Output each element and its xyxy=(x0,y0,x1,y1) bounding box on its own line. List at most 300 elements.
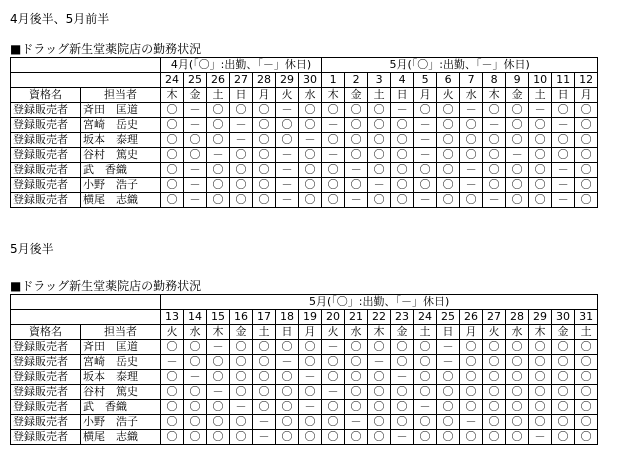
attendance-cell: － xyxy=(322,118,345,133)
attendance-cell: 〇 xyxy=(460,193,483,208)
attendance-cell: 〇 xyxy=(184,355,207,370)
date-cell: 31 xyxy=(575,310,598,325)
attendance-cell: － xyxy=(552,193,575,208)
attendance-cell: 〇 xyxy=(161,193,184,208)
attendance-cell: 〇 xyxy=(414,415,437,430)
attendance-cell: 〇 xyxy=(253,178,276,193)
attendance-cell: 〇 xyxy=(368,430,391,445)
attendance-cell: － xyxy=(437,340,460,355)
attendance-cell: 〇 xyxy=(161,430,184,445)
attendance-cell: 〇 xyxy=(230,430,253,445)
attendance-cell: 〇 xyxy=(506,163,529,178)
attendance-cell: － xyxy=(506,148,529,163)
attendance-cell: 〇 xyxy=(322,430,345,445)
attendance-cell: 〇 xyxy=(529,193,552,208)
attendance-cell: － xyxy=(322,340,345,355)
weekday-cell: 日 xyxy=(276,325,299,340)
attendance-cell: 〇 xyxy=(230,355,253,370)
attendance-cell: 〇 xyxy=(230,163,253,178)
attendance-cell: 〇 xyxy=(207,103,230,118)
weekday-cell: 日 xyxy=(552,88,575,103)
qualification-cell: 登録販売者 xyxy=(11,178,81,193)
weekday-cell: 金 xyxy=(391,325,414,340)
attendance-cell: 〇 xyxy=(552,430,575,445)
attendance-cell: 〇 xyxy=(253,385,276,400)
attendance-cell: － xyxy=(230,400,253,415)
date-cell: 6 xyxy=(437,73,460,88)
attendance-cell: 〇 xyxy=(276,385,299,400)
attendance-cell: 〇 xyxy=(391,355,414,370)
attendance-cell: 〇 xyxy=(161,385,184,400)
weekday-cell: 木 xyxy=(483,88,506,103)
attendance-cell: 〇 xyxy=(345,430,368,445)
weekday-row xyxy=(11,88,598,103)
attendance-cell: 〇 xyxy=(575,103,598,118)
attendance-cell: 〇 xyxy=(322,355,345,370)
date-cell: 23 xyxy=(391,310,414,325)
month-group-label: 5月(「〇」:出勤、「－」休日) xyxy=(322,58,598,73)
attendance-cell: 〇 xyxy=(529,178,552,193)
attendance-cell: 〇 xyxy=(345,400,368,415)
attendance-cell: 〇 xyxy=(230,148,253,163)
date-cell: 22 xyxy=(368,310,391,325)
attendance-cell: － xyxy=(414,193,437,208)
attendance-cell: － xyxy=(253,415,276,430)
attendance-cell: 〇 xyxy=(230,178,253,193)
attendance-cell: 〇 xyxy=(207,178,230,193)
weekday-cell: 日 xyxy=(391,88,414,103)
attendance-cell: 〇 xyxy=(322,163,345,178)
staff-row xyxy=(11,103,598,118)
attendance-cell: 〇 xyxy=(575,400,598,415)
attendance-cell: 〇 xyxy=(437,178,460,193)
attendance-cell: － xyxy=(184,163,207,178)
staff-name-cell: 斉田 匡道 xyxy=(81,340,161,355)
attendance-cell: 〇 xyxy=(414,385,437,400)
attendance-cell: 〇 xyxy=(483,340,506,355)
weekday-cell: 火 xyxy=(437,88,460,103)
attendance-cell: － xyxy=(299,400,322,415)
attendance-cell: 〇 xyxy=(368,133,391,148)
attendance-cell: － xyxy=(276,148,299,163)
attendance-cell: 〇 xyxy=(506,430,529,445)
attendance-cell: － xyxy=(460,178,483,193)
attendance-cell: 〇 xyxy=(345,370,368,385)
attendance-cell: 〇 xyxy=(230,385,253,400)
date-cell: 17 xyxy=(253,310,276,325)
attendance-cell: 〇 xyxy=(345,133,368,148)
attendance-cell: 〇 xyxy=(460,340,483,355)
attendance-cell: 〇 xyxy=(506,133,529,148)
date-cell: 1 xyxy=(322,73,345,88)
date-cell: 24 xyxy=(161,73,184,88)
date-cell: 4 xyxy=(391,73,414,88)
attendance-cell: 〇 xyxy=(506,355,529,370)
weekday-cell: 火 xyxy=(276,88,299,103)
attendance-cell: 〇 xyxy=(299,103,322,118)
attendance-cell: 〇 xyxy=(299,430,322,445)
attendance-cell: － xyxy=(184,178,207,193)
month-header-row xyxy=(11,295,598,310)
attendance-cell: － xyxy=(276,163,299,178)
attendance-cell: 〇 xyxy=(529,133,552,148)
staff-name-cell: 谷村 篤史 xyxy=(81,148,161,163)
blank-header-cell xyxy=(11,295,161,310)
qualification-cell: 登録販売者 xyxy=(11,163,81,178)
staff-row xyxy=(11,400,598,415)
attendance-cell: 〇 xyxy=(253,163,276,178)
attendance-cell: 〇 xyxy=(460,430,483,445)
attendance-cell: 〇 xyxy=(161,148,184,163)
staff-name-cell: 武 香織 xyxy=(81,163,161,178)
attendance-cell: － xyxy=(207,340,230,355)
date-cell: 28 xyxy=(253,73,276,88)
attendance-cell: 〇 xyxy=(483,430,506,445)
attendance-cell: 〇 xyxy=(161,340,184,355)
attendance-cell: 〇 xyxy=(483,400,506,415)
attendance-cell: 〇 xyxy=(460,118,483,133)
attendance-cell: 〇 xyxy=(437,385,460,400)
weekday-cell: 土 xyxy=(207,88,230,103)
qualification-cell: 登録販売者 xyxy=(11,430,81,445)
attendance-cell: 〇 xyxy=(483,178,506,193)
weekday-cell: 金 xyxy=(506,88,529,103)
attendance-cell: 〇 xyxy=(391,340,414,355)
attendance-cell: 〇 xyxy=(552,148,575,163)
attendance-cell: 〇 xyxy=(161,178,184,193)
attendance-cell: 〇 xyxy=(276,430,299,445)
attendance-cell: 〇 xyxy=(322,178,345,193)
weekday-cell: 土 xyxy=(575,325,598,340)
attendance-cell: － xyxy=(437,355,460,370)
staff-row xyxy=(11,340,598,355)
attendance-cell: － xyxy=(414,133,437,148)
staff-row xyxy=(11,415,598,430)
attendance-cell: 〇 xyxy=(253,103,276,118)
weekday-cell: 水 xyxy=(506,325,529,340)
attendance-cell: 〇 xyxy=(414,340,437,355)
date-cell: 9 xyxy=(506,73,529,88)
period-title-1: 4月後半、5月前半 xyxy=(10,12,110,26)
attendance-cell: － xyxy=(345,163,368,178)
date-cell: 2 xyxy=(345,73,368,88)
date-cell: 24 xyxy=(414,310,437,325)
staff-row xyxy=(11,148,598,163)
attendance-cell: 〇 xyxy=(368,385,391,400)
attendance-cell: 〇 xyxy=(184,133,207,148)
attendance-cell: 〇 xyxy=(483,163,506,178)
attendance-cell: － xyxy=(460,415,483,430)
attendance-cell: 〇 xyxy=(207,400,230,415)
attendance-cell: 〇 xyxy=(483,148,506,163)
attendance-cell: 〇 xyxy=(299,355,322,370)
attendance-cell: － xyxy=(391,370,414,385)
attendance-cell: － xyxy=(276,103,299,118)
attendance-cell: 〇 xyxy=(575,133,598,148)
staff-name-cell: 坂本 泰理 xyxy=(81,370,161,385)
attendance-cell: 〇 xyxy=(391,385,414,400)
month-header-row xyxy=(11,58,598,73)
attendance-cell: 〇 xyxy=(322,400,345,415)
attendance-cell: 〇 xyxy=(161,400,184,415)
attendance-cell: 〇 xyxy=(230,193,253,208)
attendance-cell: 〇 xyxy=(276,415,299,430)
blank-header-cell xyxy=(11,310,161,325)
attendance-cell: 〇 xyxy=(253,193,276,208)
attendance-cell: 〇 xyxy=(529,385,552,400)
attendance-cell: － xyxy=(230,118,253,133)
attendance-cell: 〇 xyxy=(161,370,184,385)
weekday-cell: 土 xyxy=(253,325,276,340)
weekday-cell: 木 xyxy=(322,88,345,103)
staff-name-cell: 小野 浩子 xyxy=(81,178,161,193)
attendance-cell: 〇 xyxy=(276,370,299,385)
attendance-cell: 〇 xyxy=(414,163,437,178)
date-cell: 21 xyxy=(345,310,368,325)
attendance-cell: 〇 xyxy=(161,163,184,178)
staff-name-cell: 武 香織 xyxy=(81,400,161,415)
attendance-cell: 〇 xyxy=(391,133,414,148)
attendance-cell: 〇 xyxy=(575,385,598,400)
attendance-cell: 〇 xyxy=(575,355,598,370)
attendance-cell: 〇 xyxy=(437,133,460,148)
attendance-cell: 〇 xyxy=(184,340,207,355)
period-title-2: 5月後半 xyxy=(10,242,54,256)
attendance-cell: 〇 xyxy=(184,415,207,430)
date-cell: 7 xyxy=(460,73,483,88)
attendance-cell: － xyxy=(322,148,345,163)
attendance-cell: 〇 xyxy=(368,193,391,208)
attendance-cell: 〇 xyxy=(506,415,529,430)
attendance-cell: 〇 xyxy=(253,340,276,355)
weekday-cell: 金 xyxy=(230,325,253,340)
weekday-cell: 土 xyxy=(368,88,391,103)
attendance-cell: 〇 xyxy=(437,148,460,163)
attendance-cell: － xyxy=(552,163,575,178)
date-cell: 15 xyxy=(207,310,230,325)
attendance-cell: － xyxy=(414,118,437,133)
attendance-cell: － xyxy=(391,430,414,445)
attendance-cell: 〇 xyxy=(322,370,345,385)
staff-name-cell: 横尾 志織 xyxy=(81,193,161,208)
attendance-cell: 〇 xyxy=(322,103,345,118)
attendance-cell: 〇 xyxy=(276,400,299,415)
attendance-cell: 〇 xyxy=(391,118,414,133)
attendance-cell: 〇 xyxy=(184,148,207,163)
attendance-cell: 〇 xyxy=(391,178,414,193)
attendance-cell: 〇 xyxy=(506,340,529,355)
attendance-cell: 〇 xyxy=(345,385,368,400)
weekday-cell: 木 xyxy=(161,88,184,103)
attendance-cell: 〇 xyxy=(253,355,276,370)
attendance-cell: 〇 xyxy=(253,148,276,163)
date-cell: 19 xyxy=(299,310,322,325)
attendance-cell: 〇 xyxy=(529,355,552,370)
attendance-cell: － xyxy=(299,370,322,385)
attendance-cell: 〇 xyxy=(207,430,230,445)
attendance-cell: 〇 xyxy=(368,148,391,163)
weekday-cell: 土 xyxy=(414,325,437,340)
weekday-cell: 水 xyxy=(184,325,207,340)
staff-name-cell: 小野 浩子 xyxy=(81,415,161,430)
attendance-cell: － xyxy=(414,400,437,415)
attendance-cell: － xyxy=(276,178,299,193)
attendance-cell: 〇 xyxy=(299,340,322,355)
attendance-cell: 〇 xyxy=(506,193,529,208)
attendance-cell: 〇 xyxy=(483,415,506,430)
qualification-cell: 登録販売者 xyxy=(11,103,81,118)
date-cell: 8 xyxy=(483,73,506,88)
attendance-cell: － xyxy=(184,118,207,133)
weekday-cell: 日 xyxy=(437,325,460,340)
date-cell: 12 xyxy=(575,73,598,88)
attendance-cell: 〇 xyxy=(345,340,368,355)
attendance-cell: 〇 xyxy=(230,103,253,118)
weekday-cell: 木 xyxy=(529,325,552,340)
weekday-cell: 火 xyxy=(483,325,506,340)
qualification-header: 資格名 xyxy=(11,88,81,103)
weekday-cell: 月 xyxy=(299,325,322,340)
qualification-cell: 登録販売者 xyxy=(11,400,81,415)
staff-row xyxy=(11,163,598,178)
attendance-cell: 〇 xyxy=(460,370,483,385)
staff-name-cell: 宮崎 岳史 xyxy=(81,355,161,370)
qualification-header: 資格名 xyxy=(11,325,81,340)
month-group-label: 4月(「〇」:出勤、「－」休日) xyxy=(161,58,322,73)
attendance-cell: 〇 xyxy=(391,193,414,208)
attendance-cell: － xyxy=(460,163,483,178)
attendance-cell: 〇 xyxy=(322,415,345,430)
date-cell: 27 xyxy=(230,73,253,88)
attendance-cell: 〇 xyxy=(575,163,598,178)
attendance-cell: 〇 xyxy=(506,370,529,385)
attendance-cell: 〇 xyxy=(414,355,437,370)
date-row xyxy=(11,73,598,88)
staff-row xyxy=(11,193,598,208)
date-cell: 3 xyxy=(368,73,391,88)
attendance-cell: 〇 xyxy=(368,415,391,430)
attendance-cell: 〇 xyxy=(437,415,460,430)
attendance-cell: － xyxy=(529,103,552,118)
attendance-cell: 〇 xyxy=(575,415,598,430)
section-heading-1: ■ドラッグ新生堂薬院店の勤務状況 xyxy=(10,42,202,56)
attendance-cell: 〇 xyxy=(414,103,437,118)
attendance-cell: 〇 xyxy=(161,103,184,118)
attendance-cell: 〇 xyxy=(529,370,552,385)
attendance-cell: 〇 xyxy=(253,133,276,148)
attendance-cell: 〇 xyxy=(575,178,598,193)
attendance-cell: － xyxy=(161,355,184,370)
blank-header-cell xyxy=(11,58,161,73)
attendance-cell: － xyxy=(230,133,253,148)
attendance-cell: － xyxy=(345,415,368,430)
attendance-cell: 〇 xyxy=(437,118,460,133)
attendance-cell: 〇 xyxy=(207,355,230,370)
staff-name-cell: 坂本 泰理 xyxy=(81,133,161,148)
staff-row xyxy=(11,118,598,133)
attendance-cell: － xyxy=(368,355,391,370)
weekday-cell: 日 xyxy=(230,88,253,103)
attendance-cell: 〇 xyxy=(391,148,414,163)
attendance-cell: 〇 xyxy=(391,163,414,178)
attendance-cell: 〇 xyxy=(414,178,437,193)
weekday-cell: 水 xyxy=(299,88,322,103)
qualification-cell: 登録販売者 xyxy=(11,340,81,355)
attendance-cell: 〇 xyxy=(299,148,322,163)
weekday-cell: 木 xyxy=(368,325,391,340)
attendance-cell: － xyxy=(299,133,322,148)
qualification-cell: 登録販売者 xyxy=(11,148,81,163)
attendance-cell: 〇 xyxy=(437,370,460,385)
attendance-cell: 〇 xyxy=(483,355,506,370)
attendance-cell: 〇 xyxy=(368,103,391,118)
attendance-cell: 〇 xyxy=(506,118,529,133)
attendance-cell: － xyxy=(322,385,345,400)
attendance-cell: － xyxy=(345,193,368,208)
month-group-label: 5月(「〇」:出勤、「－」休日) xyxy=(161,295,598,310)
attendance-cell: 〇 xyxy=(529,118,552,133)
attendance-cell: 〇 xyxy=(552,103,575,118)
staff-row xyxy=(11,430,598,445)
staff-row xyxy=(11,370,598,385)
attendance-cell: － xyxy=(552,178,575,193)
attendance-cell: － xyxy=(207,385,230,400)
attendance-cell: － xyxy=(483,193,506,208)
staff-name-cell: 斉田 匡道 xyxy=(81,103,161,118)
attendance-cell: 〇 xyxy=(368,370,391,385)
attendance-cell: 〇 xyxy=(460,355,483,370)
attendance-cell: 〇 xyxy=(299,118,322,133)
attendance-cell: 〇 xyxy=(529,415,552,430)
date-cell: 30 xyxy=(552,310,575,325)
attendance-cell: 〇 xyxy=(575,193,598,208)
attendance-cell: 〇 xyxy=(276,133,299,148)
weekday-cell: 金 xyxy=(184,88,207,103)
attendance-cell: 〇 xyxy=(207,193,230,208)
qualification-cell: 登録販売者 xyxy=(11,118,81,133)
attendance-cell: 〇 xyxy=(299,193,322,208)
attendance-cell: 〇 xyxy=(483,370,506,385)
attendance-cell: 〇 xyxy=(437,400,460,415)
attendance-cell: － xyxy=(414,148,437,163)
weekday-cell: 火 xyxy=(322,325,345,340)
section-heading-2: ■ドラッグ新生堂薬院店の勤務状況 xyxy=(10,279,202,293)
attendance-cell: 〇 xyxy=(253,118,276,133)
attendance-cell: 〇 xyxy=(368,400,391,415)
attendance-cell: 〇 xyxy=(207,163,230,178)
attendance-cell: － xyxy=(184,370,207,385)
attendance-cell: 〇 xyxy=(276,118,299,133)
attendance-cell: 〇 xyxy=(575,118,598,133)
attendance-cell: － xyxy=(276,193,299,208)
date-cell: 5 xyxy=(414,73,437,88)
attendance-cell: 〇 xyxy=(483,103,506,118)
attendance-cell: － xyxy=(276,355,299,370)
attendance-cell: 〇 xyxy=(529,163,552,178)
date-cell: 11 xyxy=(552,73,575,88)
attendance-cell: － xyxy=(253,430,276,445)
date-cell: 25 xyxy=(184,73,207,88)
attendance-cell: 〇 xyxy=(552,370,575,385)
attendance-cell: 〇 xyxy=(184,385,207,400)
attendance-cell: 〇 xyxy=(207,415,230,430)
attendance-cell: 〇 xyxy=(529,340,552,355)
attendance-cell: 〇 xyxy=(345,103,368,118)
date-cell: 10 xyxy=(529,73,552,88)
person-header: 担当者 xyxy=(81,88,161,103)
qualification-cell: 登録販売者 xyxy=(11,193,81,208)
attendance-cell: 〇 xyxy=(483,385,506,400)
